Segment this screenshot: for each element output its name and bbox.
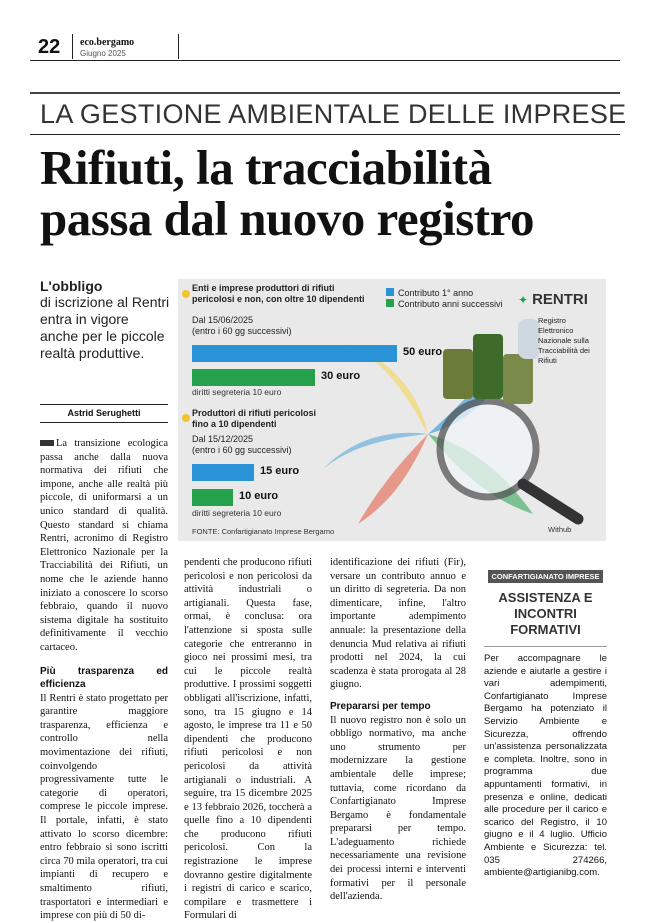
article-column-2 (184, 556, 312, 923)
section1-fee-note: diritti segreteria 10 euro (192, 387, 282, 397)
acronym-line: Tracciabilità dei (538, 346, 590, 355)
article-column-3 (330, 556, 466, 904)
headline (40, 142, 534, 244)
sidebar-tag (484, 566, 607, 584)
lead-highlight: L'obbligo (40, 278, 103, 294)
kicker-bottom-rule (30, 134, 620, 135)
legend-item-first-year (386, 288, 503, 299)
section1-date: Dal 15/06/2025 (192, 315, 254, 325)
bar-s1-following-years-label: 30 euro (321, 370, 361, 382)
article-column-1 (40, 437, 168, 923)
waste-barrels-graphic (438, 309, 548, 419)
article-paragraph: identificazione dei rifiuti (Fir), versare un contributo annuo e un diritto di segreteria. Da non dimenticare, infine, l'altro importante adempimento annuale: la presentazione della denuncia Mud relativa ai rifiuti prodotti nel 2024, la cui scadenza è stata prorogata al 28 giugno. (330, 557, 466, 691)
section1-dot (182, 290, 190, 298)
article-paragraph: pendenti che producono rifiuti pericolosi e non pericolosi da attività industriali o artigianali. Questa fase, ormai, è conclusa: ora l'attenzione si sposta sulle categorie che entreranno in gioco nei prossimi mesi, tra cui le piccole realtà produttive. I prossimi soggetti obbligati all'iscrizione, infatti, sono, tra 15 giugno e 14 agosto, le imprese tra 11 e 50 dipendenti che producono rifiuti pericolosi e non pericolosi da attività artigianali o industriali. A seguire, tra 15 dicembre 2025 e 13 febbraio 2026, toccherà a quelle fino a 10 dipendenti che producono rifiuti pericolosi. Con la registrazione le imprese dovranno gestire digitalmente i registri di carico e scarico, compilare e trasmettere i Formulari di (184, 557, 312, 922)
article-paragraph: Il Rentri è stato progettato per garantire maggiore trasparenza, efficienza e controllo nella movimentazione dei rifiuti, coinvolgendo progressivamente tutte le categorie di operatori, comprese le piccole imprese. Il portale, infatti, è stato attivato lo scorso dicembre: entro febbraio si sono iscritti circa 70 mila operatori, tra cui impianti di recupero e smaltimento rifiuti, trasportatori e intermediari e imprese con più di 50 di- (40, 692, 168, 922)
rentri-brand-name: RENTRI (532, 291, 588, 308)
infographic-source: FONTE: Confartigianato Imprese Bergamo (192, 527, 335, 536)
section2-title: Produttori di rifiuti pericolosi fino a 10 dipendenti (192, 408, 317, 429)
section2-dot (182, 414, 190, 422)
bar-s2-first-year-label: 15 euro (260, 465, 300, 477)
header-divider (72, 34, 73, 59)
header-rule (30, 60, 620, 61)
rentri-brand (518, 291, 588, 309)
sidebar-title: ASSISTENZA E INCONTRI FORMATIVI (498, 590, 593, 637)
bar-s2-first-year (192, 464, 254, 481)
bar-s2-following-years-label: 10 euro (239, 490, 279, 502)
acronym-line: Elettronico (538, 326, 574, 335)
sidebar-body: Per accompagnare le aziende e aiutarle a gestire i vari adempimenti, Confartigianato Imprese Bergamo ha potenziato il Servizio Ambiente e Sicurezza, offrendo un'assistenza personalizzata e completa. Inoltre, sono in programma due appuntamenti formativi, in presenza e online, dedicati alle procedure per il carico e scarico del Registro, il 10 giugno e il 4 luglio. Ufficio Ambiente e Sicurezza: tel. 035 274266, ambiente@artigianibg.com. (484, 653, 607, 879)
lead-text: di iscrizione al Rentri entra in vigore anche per le piccole realtà produttive. (40, 294, 170, 361)
section1-title: Enti e imprese produttori di rifiuti pericolosi e non, con oltre 10 dipendenti (192, 283, 365, 304)
headline-line-2: passa dal nuovo registro (40, 191, 534, 246)
legend-label-following-years: Contributo anni successivi (398, 299, 503, 309)
sidebar-rule (484, 646, 607, 647)
article-paragraph: Il nuovo registro non è solo un obbligo normativo, ma anche uno strumento per modernizzare la gestione ambientale delle imprese; tuttavia, come ricordano da Confartigianato Imprese Bergamo è fondamentale prepararsi per tempo. L'adeguamento richiede necessariamente una revisione dei processi interni e interventi formativi per il personale dell'azienda. (330, 714, 466, 903)
page-number: 22 (38, 36, 61, 58)
author-byline: Astrid Serughetti (67, 408, 141, 418)
kicker: LA GESTIONE AMBIENTALE DELLE IMPRESE (40, 99, 627, 129)
acronym-line: Registro (538, 316, 566, 325)
legend-item-following-years (386, 299, 503, 310)
publication-name: eco.bergamo (80, 37, 135, 48)
bar-s1-following-years (192, 369, 315, 386)
legend-swatch-green (386, 299, 394, 307)
rentri-acronym (538, 316, 590, 366)
infographic (178, 279, 606, 541)
sidebar-box (484, 566, 607, 880)
section1-date-note: (entro i 60 gg successivi) (192, 326, 292, 336)
section2-date: Dal 15/12/2025 (192, 434, 254, 444)
bar-s1-first-year-label: 50 euro (403, 346, 443, 358)
acronym-line: Nazionale sulla (538, 336, 589, 345)
article-subheading: Prepararsi per tempo (330, 700, 431, 712)
author-rule-bottom (40, 422, 168, 423)
legend (386, 288, 503, 310)
legend-label-first-year: Contributo 1° anno (398, 288, 474, 298)
paragraph-text: La transizione ecologica passa anche dalla nuova normativa dei rifiuti che impone, anche alle realtà più piccole, di uniformarsi a un unico standard di qualità. Questo standard si chiama Rentri, acronimo di Registro Elettronico Nazionale per la Tracciabilità dei Rifiuti, un nome che le aziende hanno iniziato a conoscere lo scorso febbraio, quando il nuovo sistema digitale ha sostituito definitivamente il vecchio cartaceo. (40, 438, 168, 653)
publication-date: Giugno 2025 (80, 49, 126, 58)
section2-fee-note: diritti segreteria 10 euro (192, 508, 282, 518)
section2-date-note: (entro i 60 gg successivi) (192, 445, 292, 455)
legend-swatch-blue (386, 288, 394, 296)
kicker-top-rule (30, 92, 620, 94)
sidebar-tag-label: CONFARTIGIANATO IMPRESE (488, 570, 602, 583)
article-subheading: Più trasparenza ed efficienza (40, 665, 168, 691)
author-rule (40, 404, 168, 405)
headline-line-1: Rifiuti, la tracciabilità (40, 140, 492, 195)
acronym-line: Rifiuti (538, 356, 557, 365)
header-divider-right (178, 34, 179, 59)
paragraph-marker (40, 440, 54, 446)
bar-s2-following-years (192, 489, 233, 506)
bar-s1-first-year (192, 345, 397, 362)
infographic-credit: Withub (548, 525, 572, 534)
rentri-logo-icon: ✦ (518, 293, 529, 307)
article-paragraph (40, 437, 168, 655)
